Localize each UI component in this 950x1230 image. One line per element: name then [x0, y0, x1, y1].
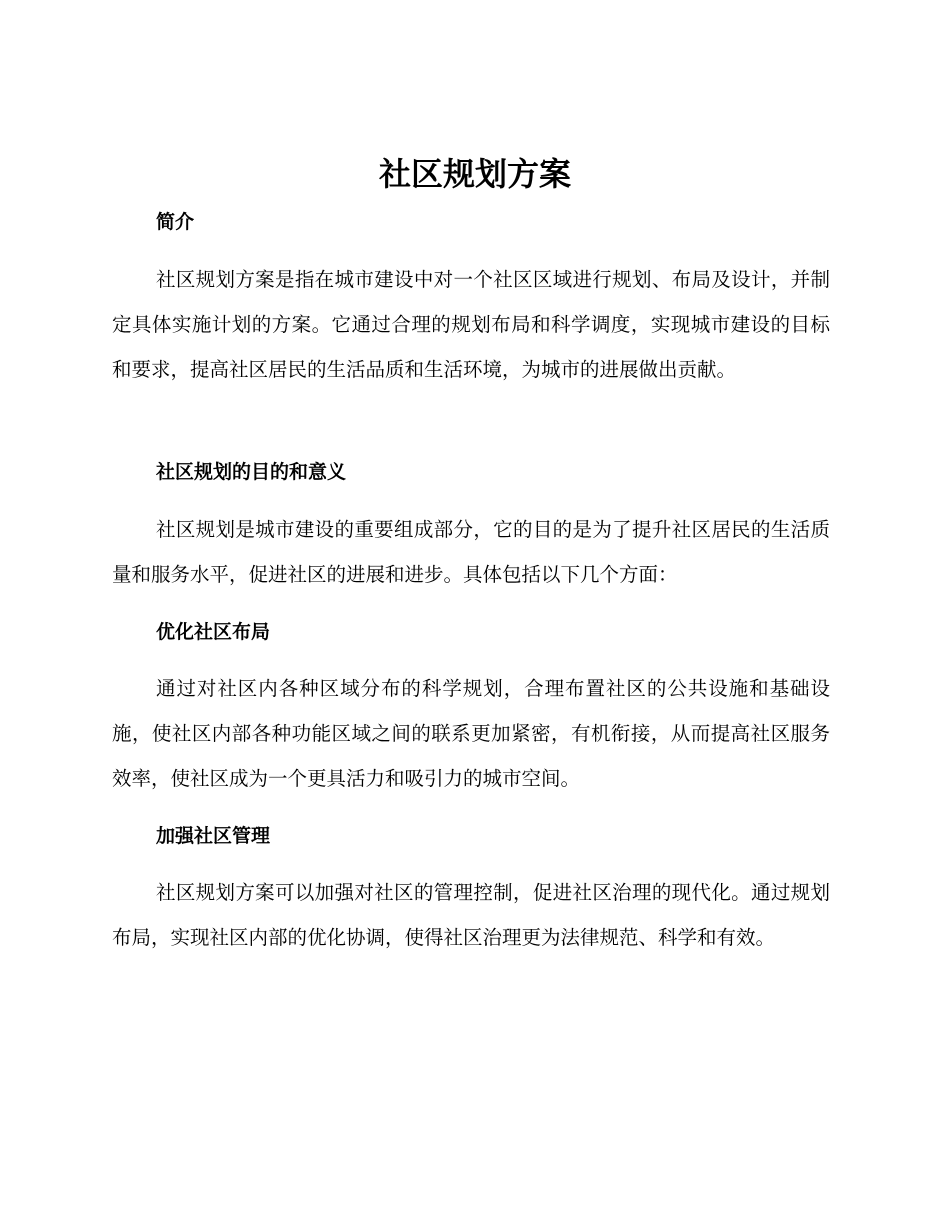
document-title: 社区规划方案	[378, 155, 571, 193]
section-paragraph-purpose: 社区规划是城市建设的重要组成部分，它的目的是为了提升社区居民的生活质量和服务水平，促进社区的进展和进步。具体包括以下几个方面：	[112, 518, 830, 586]
section-paragraph-management: 社区规划方案可以加强对社区的管理控制，促进社区治理的现代化。通过规划布局，实现社区内部的优化协调，使得社区治理更为法律规范、科学和有效。	[112, 881, 830, 949]
section-heading-purpose: 社区规划的目的和意义	[156, 461, 347, 483]
section-heading-optimize-layout: 优化社区布局	[156, 621, 271, 643]
section-paragraph-intro: 社区规划方案是指在城市建设中对一个社区区域进行规划、布局及设计，并制定具体实施计划的方案。它通过合理的规划布局和科学调度，实现城市建设的目标和要求，提高社区居民的生活品质和生活环境，为城市的进展做出贡献。	[112, 268, 830, 381]
section-heading-intro: 简介	[156, 211, 195, 233]
section-heading-management: 加强社区管理	[156, 825, 271, 847]
section-paragraph-optimize-layout: 通过对社区内各种区域分布的科学规划，合理布置社区的公共设施和基础设施，使社区内部各种功能区域之间的联系更加紧密，有机衔接，从而提高社区服务效率，使社区成为一个更具活力和吸引力的城市空间。	[112, 677, 830, 790]
